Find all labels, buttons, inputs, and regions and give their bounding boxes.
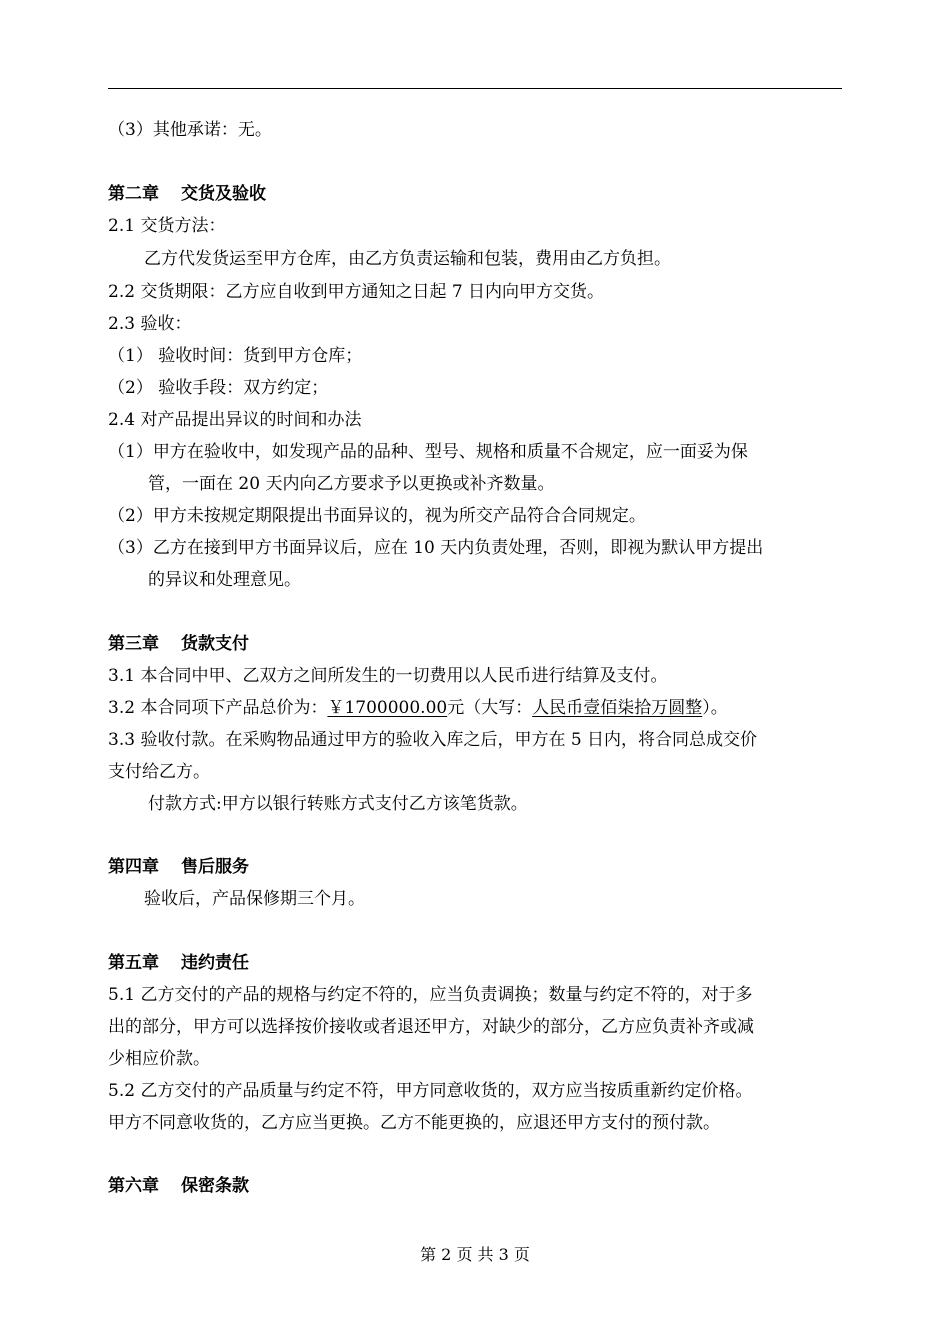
chapter-2-number: 第二章 xyxy=(108,184,159,204)
chapter-5-title: 违约责任 xyxy=(181,953,249,973)
clause-2-4: 2.4 对产品提出异议的时间和办法 xyxy=(108,410,362,430)
clause-2-3: 2.3 验收： xyxy=(108,314,192,334)
clause-3-2-mid: 元（大写： xyxy=(447,698,533,718)
chapter-4-title: 售后服务 xyxy=(181,857,249,877)
chapter-2-title: 交货及验收 xyxy=(181,184,266,204)
clause-3-3-cont: 支付给乙方。 xyxy=(108,762,210,782)
chapter-3-heading xyxy=(108,633,249,655)
clause-3-2-end: ）。 xyxy=(702,698,728,718)
chapter-5-number: 第五章 xyxy=(108,953,159,973)
clause-5-2: 5.2 乙方交付的产品质量与约定不符，甲方同意收货的，双方应当按质重新约定价格。 xyxy=(108,1081,753,1101)
header-rule xyxy=(108,88,842,89)
total-price-figure: ￥1700000.00 xyxy=(327,698,448,718)
clause-other-commitments: （3）其他承诺：无。 xyxy=(108,120,272,140)
clause-2-4-1-cont: 管，一面在 20 天内向乙方要求予以更换或补齐数量。 xyxy=(148,474,555,494)
clause-2-2: 2.2 交货期限：乙方应自收到甲方通知之日起 7 日内向甲方交货。 xyxy=(108,282,605,302)
clause-5-2-cont: 甲方不同意收货的，乙方应当更换。乙方不能更换的，应退还甲方支付的预付款。 xyxy=(108,1113,720,1133)
clause-2-4-2: （2）甲方未按规定期限提出书面异议的，视为所交产品符合合同规定。 xyxy=(108,506,646,526)
clause-2-1: 2.1 交货方法： xyxy=(108,216,226,236)
chapter-3-number: 第三章 xyxy=(108,634,159,654)
page-footer: 第 2 页 共 3 页 xyxy=(420,1245,530,1264)
clause-2-3-2: （2） 验收手段：双方约定； xyxy=(108,378,329,398)
clause-3-2 xyxy=(108,697,728,719)
clause-5-1-cont-2: 少相应价款。 xyxy=(108,1049,210,1069)
clause-2-4-3: （3）乙方在接到甲方书面异议后，应在 10 天内负责处理，否则，即视为默认甲方提出 xyxy=(108,538,764,558)
chapter-6-heading xyxy=(108,1175,249,1197)
payment-method: 付款方式:甲方以银行转账方式支付乙方该笔货款。 xyxy=(148,794,528,814)
chapter-6-title: 保密条款 xyxy=(181,1176,249,1196)
clause-2-3-1: （1） 验收时间：货到甲方仓库； xyxy=(108,346,363,366)
chapter-4-heading xyxy=(108,856,249,878)
total-price-words: 人民币壹佰柒拾万圆整 xyxy=(532,698,703,718)
clause-5-1: 5.1 乙方交付的产品的规格与约定不符的，应当负责调换；数量与约定不符的，对于多 xyxy=(108,985,753,1005)
chapter-4-number: 第四章 xyxy=(108,857,159,877)
chapter-3-title: 货款支付 xyxy=(181,634,249,654)
chapter-2-heading xyxy=(108,183,266,205)
clause-3-2-lead: 3.2 本合同项下产品总价为： xyxy=(108,698,328,718)
clause-2-4-1: （1）甲方在验收中，如发现产品的品种、型号、规格和质量不合规定，应一面妥为保 xyxy=(108,442,748,462)
chapter-6-number: 第六章 xyxy=(108,1176,159,1196)
clause-2-4-3-cont: 的异议和处理意见。 xyxy=(148,570,301,590)
clause-5-1-cont-1: 出的部分，甲方可以选择按价接收或者退还甲方，对缺少的部分，乙方应负责补齐或减 xyxy=(108,1017,754,1037)
chapter-5-heading xyxy=(108,952,249,974)
clause-3-3: 3.3 验收付款。在采购物品通过甲方的验收入库之后，甲方在 5 日内，将合同总成交价 xyxy=(108,730,758,750)
warranty-text: 验收后，产品保修期三个月。 xyxy=(144,889,365,909)
clause-3-1: 3.1 本合同中甲、乙双方之间所发生的一切费用以人民币进行结算及支付。 xyxy=(108,666,668,686)
clause-2-1-body: 乙方代发货运至甲方仓库，由乙方负责运输和包装，费用由乙方负担。 xyxy=(144,249,671,269)
